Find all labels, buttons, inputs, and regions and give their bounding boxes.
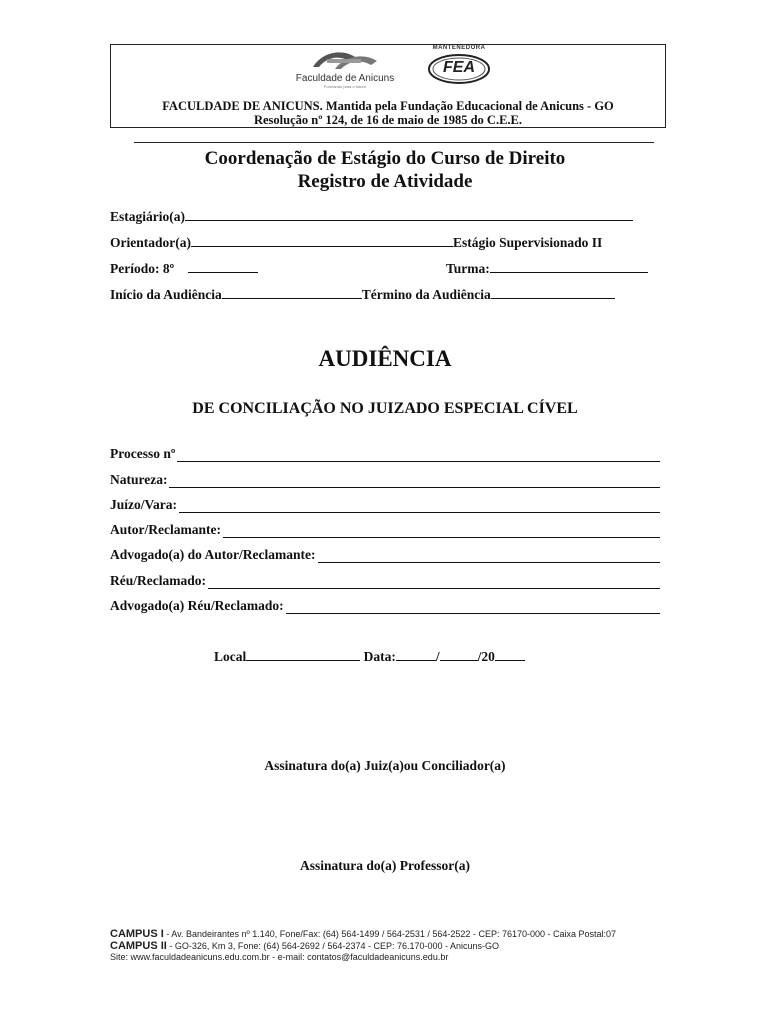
periodo-label: Período: 8º bbox=[110, 261, 175, 276]
fea-text: FEA bbox=[443, 59, 475, 76]
advogado-autor-field bbox=[110, 547, 660, 563]
turma-blank[interactable] bbox=[490, 260, 648, 273]
logo-name: Faculdade de Anicuns bbox=[295, 73, 395, 84]
reu-blank[interactable] bbox=[208, 576, 660, 589]
letterhead-line-2: Resolução nº 124, de 16 de maio de 1985 do C.E.E. bbox=[253, 113, 523, 127]
date-slash-1: / bbox=[435, 649, 440, 664]
reu-field bbox=[110, 573, 660, 589]
processo-blank[interactable] bbox=[177, 449, 660, 462]
periodo-blank[interactable] bbox=[188, 260, 258, 273]
autor-field bbox=[110, 522, 660, 538]
campus-2-label: CAMPUS II bbox=[110, 940, 167, 952]
letterhead-box bbox=[110, 44, 666, 128]
termino-label: Término da Audiência bbox=[361, 287, 491, 302]
advogado-reu-label: Advogado(a) Réu/Reclamado: bbox=[110, 598, 284, 613]
estagiario-blank[interactable] bbox=[185, 208, 633, 221]
section-subheading: DE CONCILIAÇÃO NO JUIZADO ESPECIAL CÍVEL bbox=[192, 400, 578, 417]
date-slash-2: /20 bbox=[477, 649, 495, 664]
campus-1-label: CAMPUS I bbox=[110, 928, 164, 940]
juizo-field bbox=[110, 497, 660, 513]
signature-juiz: Assinatura do(a) Juiz(a)ou Conciliador(a) bbox=[264, 758, 506, 773]
fea-arc-text: MANTENEDORA bbox=[432, 45, 486, 51]
autor-label: Autor/Reclamante: bbox=[110, 522, 221, 537]
juizo-label: Juízo/Vara: bbox=[110, 497, 177, 512]
signature-professor: Assinatura do(a) Professor(a) bbox=[300, 858, 470, 873]
document-title: Coordenação de Estágio do Curso de Direito bbox=[204, 148, 566, 169]
local-data-row bbox=[214, 648, 525, 665]
advogado-reu-blank[interactable] bbox=[286, 601, 660, 614]
section-heading: AUDIÊNCIA bbox=[318, 346, 452, 371]
estagiario-label: Estagiário(a) bbox=[110, 209, 185, 224]
fea-logo bbox=[419, 45, 499, 89]
footer-site: Site: www.faculdadeanicuns.edu.com.br - e-mail: contatos@faculdadeanicuns.edu.br bbox=[110, 952, 449, 962]
advogado-autor-blank[interactable] bbox=[318, 550, 661, 563]
day-blank[interactable] bbox=[396, 648, 436, 661]
reu-label: Réu/Reclamado: bbox=[110, 573, 206, 588]
audiencia-time-row bbox=[110, 286, 615, 303]
campus-1-address: - Av. Bandeirantes nº 1.140, Fone/Fax: (64) 564-1499 / 564-2531 / 564-2522 - CEP: 76170-000 - Caixa Postal:07 bbox=[163, 929, 617, 939]
faculdade-logo bbox=[281, 49, 409, 89]
local-blank[interactable] bbox=[246, 648, 360, 661]
natureza-field bbox=[110, 472, 660, 488]
data-label: Data: bbox=[363, 649, 396, 664]
periodo-row bbox=[110, 260, 258, 277]
logo-tagline: Formando para o futuro bbox=[323, 84, 367, 89]
processo-label: Processo nº bbox=[110, 446, 176, 461]
footer-campus-2 bbox=[110, 940, 670, 952]
footer bbox=[110, 928, 670, 964]
local-label: Local bbox=[214, 649, 247, 664]
processo-field bbox=[110, 446, 660, 462]
orientador-blank[interactable] bbox=[191, 234, 453, 247]
turma-label: Turma: bbox=[446, 261, 490, 276]
termino-blank[interactable] bbox=[491, 286, 615, 299]
juizo-blank[interactable] bbox=[179, 500, 660, 513]
year-blank[interactable] bbox=[495, 648, 525, 661]
natureza-blank[interactable] bbox=[169, 475, 660, 488]
footer-campus-1 bbox=[110, 928, 670, 940]
divider bbox=[134, 142, 654, 143]
estagio-label: Estágio Supervisionado II bbox=[452, 235, 603, 250]
estagiario-row bbox=[110, 208, 633, 225]
document-subtitle: Registro de Atividade bbox=[297, 171, 473, 192]
campus-2-address: - GO-326, Km 3, Fone: (64) 564-2692 / 564-2374 - CEP: 76.170-000 - Anicuns-GO bbox=[166, 941, 500, 951]
advogado-reu-field bbox=[110, 598, 660, 614]
natureza-label: Natureza: bbox=[110, 472, 168, 487]
turma-row bbox=[446, 260, 648, 277]
orientador-row bbox=[110, 234, 602, 251]
autor-blank[interactable] bbox=[223, 525, 660, 538]
inicio-label: Início da Audiência bbox=[110, 287, 222, 302]
orientador-label: Orientador(a) bbox=[110, 235, 191, 250]
inicio-blank[interactable] bbox=[222, 286, 362, 299]
letterhead-line-1: FACULDADE DE ANICUNS. Mantida pela Fundação Educacional de Anicuns - GO bbox=[162, 99, 614, 113]
swoosh-logo-icon bbox=[309, 49, 381, 73]
advogado-autor-label: Advogado(a) do Autor/Reclamante: bbox=[110, 547, 316, 562]
month-blank[interactable] bbox=[440, 648, 478, 661]
